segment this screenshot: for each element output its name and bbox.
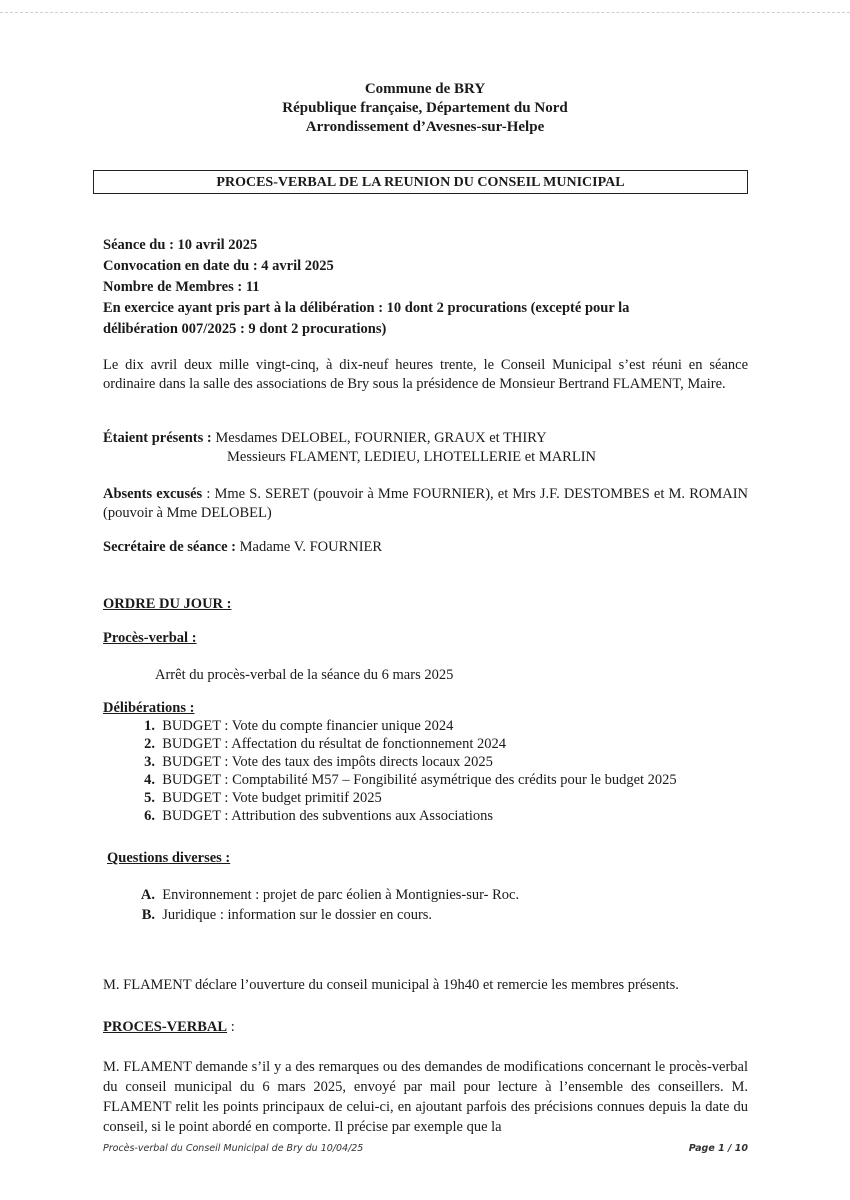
item-number: A. <box>140 887 155 903</box>
meta-seance: Séance du : 10 avril 2025 <box>103 237 258 253</box>
list-item <box>113 807 753 825</box>
footer-page-number: Page 1 / 10 <box>688 1143 748 1154</box>
item-text: BUDGET : Comptabilité M57 – Fongibilité asymétrique des crédits pour le budget 2025 <box>162 772 677 788</box>
item-number: 6. <box>144 808 155 824</box>
item-number: 2. <box>144 736 155 752</box>
presents-line1: Mesdames DELOBEL, FOURNIER, GRAUX et THIRY <box>211 430 547 446</box>
intro-paragraph: Le dix avril deux mille vingt-cinq, à dix-neuf heures trente, le Conseil Municipal s’est réuni en séance ordinaire dans la salle des associations de Bry sous la présidence de Monsieur Bertrand FLAMENT, Maire. <box>103 357 748 392</box>
pv-section-label: PROCES-VERBAL <box>103 1019 228 1035</box>
item-text: Environnement : projet de parc éolien à Montignies-sur- Roc. <box>162 887 520 903</box>
document-title: PROCES-VERBAL DE LA REUNION DU CONSEIL MUNICIPAL <box>93 170 748 194</box>
list-item <box>113 753 753 771</box>
list-item <box>113 905 753 925</box>
opening-statement: M. FLAMENT déclare l’ouverture du conseil municipal à 19h40 et remercie les membres présents. <box>103 977 679 993</box>
pv-paragraph: M. FLAMENT demande s’il y a des remarques ou des demandes de modifications concernant le procès-verbal du conseil municipal du 6 mars 2025, envoyé par mail pour lecture à l’ensemble des conseillers. M. FLAMENT relit les points principaux de celui-ci, en ajoutant parfois des précisions connues depuis la date du conseil, si le point abordé en comporte. Il précise par exemple que la <box>103 1059 748 1135</box>
secretary-text: Madame V. FOURNIER <box>236 539 383 555</box>
item-number: 1. <box>144 718 155 734</box>
absents-text: : Mme S. SERET (pouvoir à Mme FOURNIER), et Mrs J.F. DESTOMBES et M. ROMAIN (pouvoir à Mme DELOBEL) <box>103 486 748 521</box>
agenda-heading: ORDRE DU JOUR : <box>103 596 232 612</box>
item-text: BUDGET : Vote du compte financier unique 2024 <box>162 718 454 734</box>
deliberations-heading: Délibérations : <box>103 700 195 716</box>
proces-verbal-heading: Procès-verbal : <box>103 630 197 646</box>
list-item <box>113 771 753 789</box>
list-item <box>113 717 753 735</box>
document-header <box>0 80 850 137</box>
meta-membres: Nombre de Membres : 11 <box>103 279 260 295</box>
meta-exercice-line2: délibération 007/2025 : 9 dont 2 procurations) <box>103 321 387 337</box>
footer-document-title: Procès-verbal du Conseil Municipal de Bry du 10/04/25 <box>103 1143 364 1154</box>
questions-heading: Questions diverses : <box>107 850 231 866</box>
item-number: 4. <box>144 772 155 788</box>
session-meta <box>103 235 748 340</box>
list-item <box>113 885 753 905</box>
item-number: 3. <box>144 754 155 770</box>
item-text: BUDGET : Vote budget primitif 2025 <box>162 790 382 806</box>
page-footer <box>103 1143 748 1154</box>
presents-line2: Messieurs FLAMENT, LEDIEU, LHOTELLERIE et MARLIN <box>227 449 597 465</box>
proces-verbal-item: Arrêt du procès-verbal de la séance du 6 mars 2025 <box>155 667 454 683</box>
item-text: Juridique : information sur le dossier en cours. <box>162 907 433 923</box>
item-number: 5. <box>144 790 155 806</box>
pv-section-suffix: : <box>227 1019 235 1035</box>
meta-exercice-line1: En exercice ayant pris part à la délibération : 10 dont 2 procurations (excepté pour la <box>103 300 630 316</box>
absents-label: Absents excusés <box>103 486 203 502</box>
header-commune: Commune de BRY <box>364 81 486 97</box>
secretary-section <box>103 538 748 557</box>
item-text: BUDGET : Attribution des subventions aux Associations <box>162 808 494 824</box>
meta-convocation: Convocation en date du : 4 avril 2025 <box>103 258 334 274</box>
header-republique: République française, Département du Nord <box>282 100 568 116</box>
item-text: BUDGET : Vote des taux des impôts directs locaux 2025 <box>162 754 493 770</box>
deliberations-list <box>113 717 753 825</box>
presents-label: Étaient présents : <box>103 430 212 446</box>
secretary-label: Secrétaire de séance : <box>103 539 236 555</box>
pv-section-heading <box>103 1017 748 1038</box>
list-item <box>113 735 753 753</box>
item-text: BUDGET : Affectation du résultat de fonctionnement 2024 <box>162 736 507 752</box>
presents-section <box>103 429 748 467</box>
item-number: B. <box>141 907 155 923</box>
absents-section <box>103 485 748 523</box>
questions-list <box>113 885 753 925</box>
list-item <box>113 789 753 807</box>
header-arrondissement: Arrondissement d’Avesnes-sur-Helpe <box>305 119 545 135</box>
